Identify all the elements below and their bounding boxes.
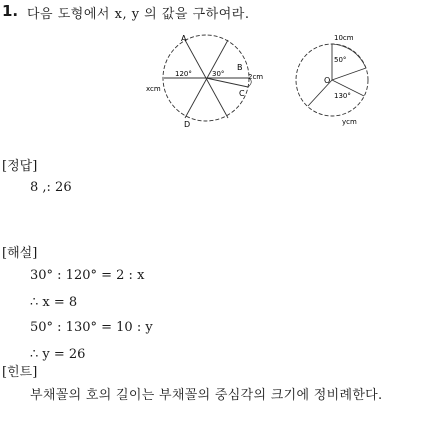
solution-line-4: ∴ y = 26 (30, 347, 86, 362)
figure-2-label-angle-130: 130° (334, 92, 351, 100)
figure-1-label-b: B (237, 63, 243, 72)
figure-2-label-10cm: 10cm (334, 34, 354, 42)
figure-1-label-2cm: 2cm (248, 73, 264, 81)
solution-label: [해설] (2, 246, 38, 261)
figure-1-label-angle-30: 30° (212, 70, 225, 78)
problem-text: 다음 도형에서 x, y 의 값을 구하여라. (27, 7, 250, 22)
figure-2-label-ycm: ycm (342, 118, 357, 126)
answer-value: 8 ,: 26 (30, 180, 72, 195)
figure-1-label-d: D (184, 120, 191, 129)
hint-label: [힌트] (2, 365, 38, 380)
solution-line-1: 30° : 120° = 2 : x (30, 268, 145, 283)
figure-1-radius-c (206, 78, 248, 87)
figure-1-label-angle-120: 120° (175, 70, 192, 78)
figure-1-label-xcm: xcm (146, 85, 161, 93)
figure-2-radius-right (332, 68, 366, 80)
solution-line-3: 50° : 130° = 10 : y (30, 320, 153, 335)
figure-2-label-center: O (324, 76, 331, 85)
problem-number: 1. (2, 2, 19, 20)
solution-line-2: ∴ x = 8 (30, 295, 78, 310)
figure-2-circle-diagram (290, 32, 370, 128)
answer-label: [정답] (2, 159, 38, 174)
figure-1-label-c: C (239, 89, 245, 98)
figure-1-label-a: A (181, 34, 187, 43)
figure-1-circle-diagram (146, 32, 268, 129)
hint-text: 부채꼴의 호의 길이는 부채꼴의 중심각의 크기에 정비례한다. (30, 388, 383, 403)
figure-2-label-angle-50: 50° (334, 56, 347, 64)
